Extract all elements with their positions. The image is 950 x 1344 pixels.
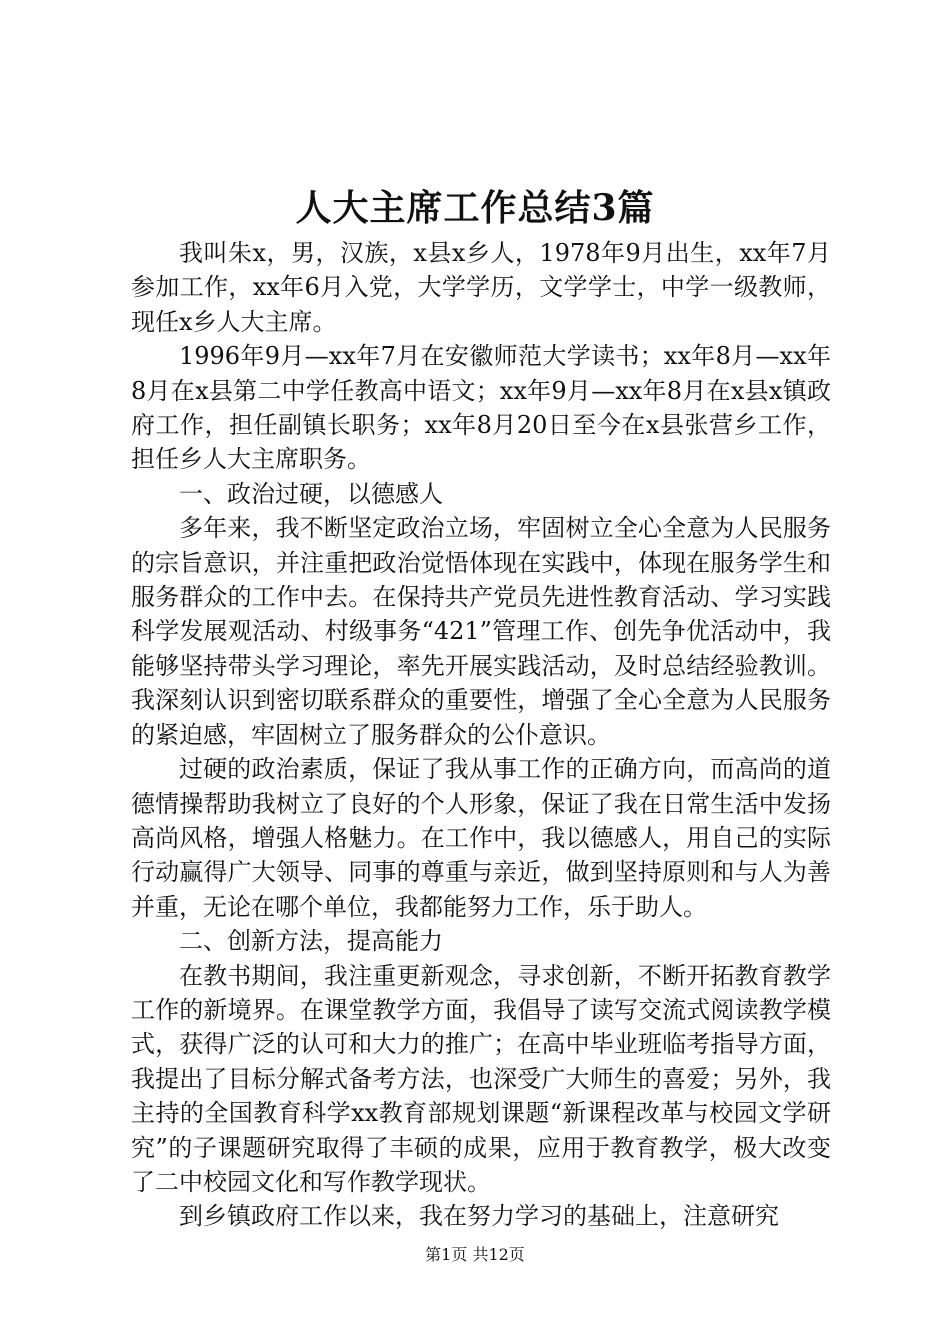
paragraph-political-stance: 多年来，我不断坚定政治立场，牢固树立全心全意为人民服务的宗旨意识，并注重把政治觉悟体现在实践中，体现在服务学生和服务群众的工作中去。在保持共产党员先进性教育活动、学习实践科学发展观活动、村级事务“421”管理工作、创先争优活动中，我能够坚持带头学习理论，率先开展实践活动，及时总结经验教训。我深刻认识到密切联系群众的重要性，增强了全心全意为人民服务的紧迫感，牢固树立了服务群众的公仆意识。 xyxy=(131,514,831,749)
section-heading-politics: 一、政治过硬，以德感人 xyxy=(179,479,443,508)
paragraph-work-history: 1996年9月—xx年7月在安徽师范大学读书；xx年8月—xx年8月在x县第二中学任教高中语文；xx年9月—xx年8月在x县x镇政府工作，担任副镇长职务；xx年8月20日至今在x县张营乡工作，担任乡人大主席职务。 xyxy=(131,342,831,474)
paragraph-personal-info: 我叫朱x，男，汉族，x县x乡人，1978年9月出生，xx年7月参加工作，xx年6月入党，大学学历，文学学士，中学一级教师，现任x乡人大主席。 xyxy=(131,239,831,336)
paragraph-moral-character: 过硬的政治素质，保证了我从事工作的正确方向，而高尚的道德情操帮助我树立了良好的个人形象，保证了我在日常生活中发扬高尚风格，增强人格魅力。在工作中，我以德感人，用自己的实际行动赢得广大领导、同事的尊重与亲近，做到坚持原则和与人为善并重，无论在哪个单位，我都能努力工作，乐于助人。 xyxy=(131,755,831,921)
section-heading-innovation: 二、创新方法，提高能力 xyxy=(179,927,443,956)
paragraph-government-work: 到乡镇政府工作以来，我在努力学习的基础上，注意研究 xyxy=(179,1202,779,1231)
paragraph-teaching-innovation: 在教书期间，我注重更新观念，寻求创新，不断开拓教育教学工作的新境界。在课堂教学方面，我倡导了读写交流式阅读教学模式，获得广泛的认可和大力的推广；在高中毕业班临考指导方面，我提出了目标分解式备考方法，也深受广大师生的喜爱；另外，我主持的全国教育科学xx教育部规划课题“新课程改革与校园文学研究”的子课题研究取得了丰硕的成果，应用于教育教学，极大改变了二中校园文化和写作教学现状。 xyxy=(131,961,831,1196)
document-body xyxy=(131,236,831,1234)
page-number-footer: 第1页 共12页 xyxy=(425,1245,525,1264)
document-title: 人大主席工作总结3篇 xyxy=(295,187,655,229)
